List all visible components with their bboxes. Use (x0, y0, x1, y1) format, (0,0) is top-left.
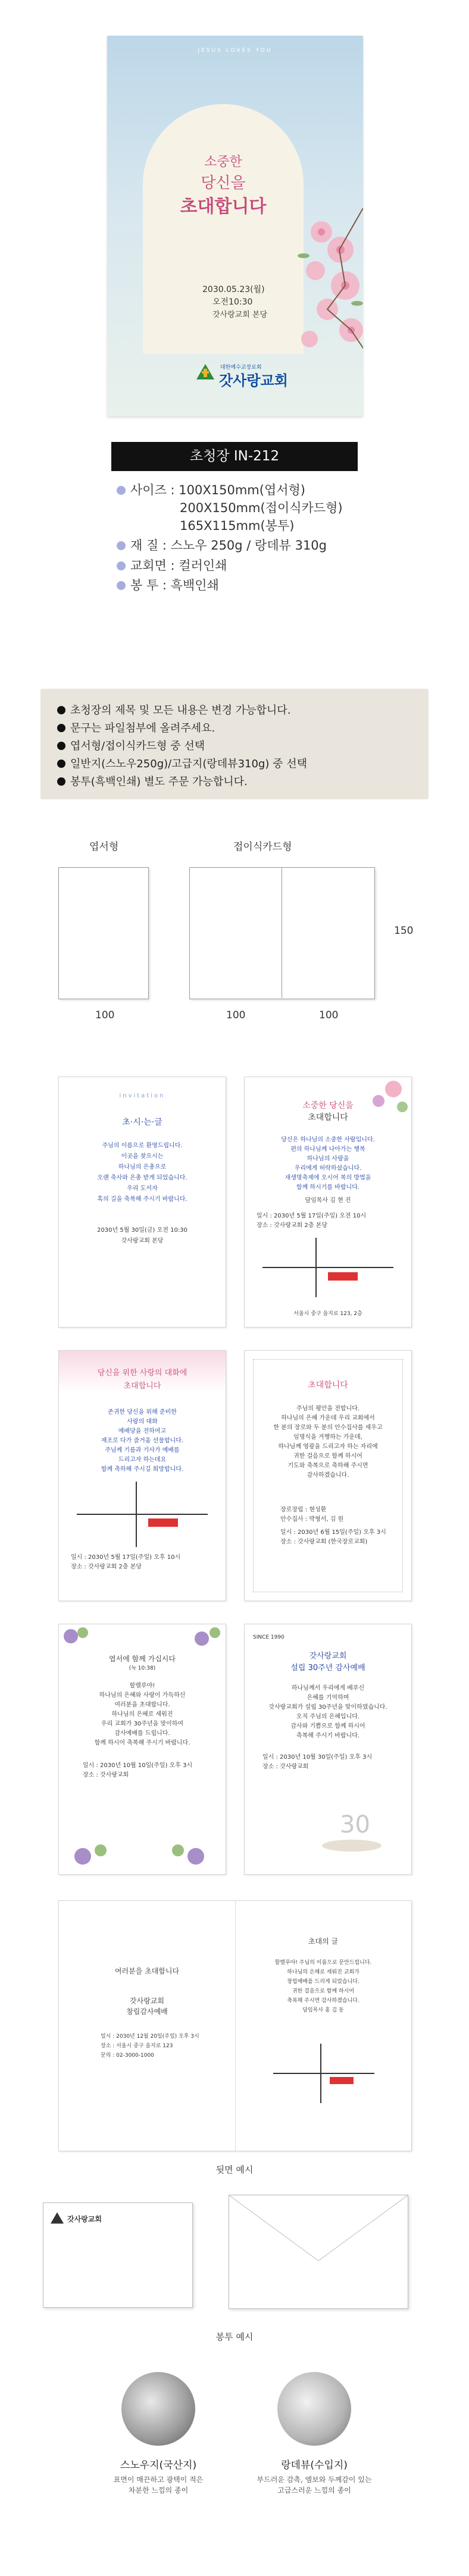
card5-date: 일시 : 2030년 10월 10일(주일) 오후 3시 (83, 1762, 193, 1769)
map-icon (262, 1238, 393, 1297)
hero-invitation-card (107, 36, 363, 416)
card1-line: 혹의 길을 축복해 주시기 바랍니다. (97, 1196, 187, 1203)
card4-line: 주님의 평안을 전합니다. (296, 1405, 360, 1412)
card3-line: 재조로 다가 즐거움 선물합니다. (101, 1438, 184, 1444)
hero-logo-sub: 대한예수교장로회 (220, 365, 262, 371)
card7-right-line: 창립예배를 드리게 되었습니다. (287, 1979, 359, 1985)
spec-size-line3: 165X115mm(봉투) (180, 519, 295, 533)
envelope-caption: 봉투 예시 (215, 2332, 254, 2342)
card7-left-sub2: 창립감사예배 (126, 2007, 168, 2016)
card3-line: 사랑의 대화 (127, 1419, 158, 1425)
card4-footer3: 일시 : 2030년 6월 15일(주일) 오후 3시 (280, 1529, 386, 1536)
sample-card-6 (244, 1624, 412, 1875)
bullet-icon (117, 541, 126, 550)
card7-right-title: 초대의 글 (308, 1937, 339, 1946)
card2-line: 새생명축제에 오시어 복의 방법을 (284, 1175, 371, 1181)
sample-card-1 (58, 1077, 226, 1328)
back-side-caption: 뒷면 예시 (215, 2164, 254, 2175)
card6-title2: 설립 30주년 감사예배 (290, 1664, 365, 1673)
postcard-size-diagram (58, 867, 149, 999)
card6-line: 은혜를 기억하며 (307, 1695, 349, 1701)
note-item: 봉투(흑백인쇄) 별도 주문 가능합니다. (57, 773, 248, 789)
card6-place: 장소 : 갓사랑교회 (262, 1764, 309, 1770)
hero-place: 갓사랑교회 본당 (212, 310, 268, 319)
card7-left-sub: 갓사랑교회 (130, 1997, 164, 2005)
card5-line: 함께 하시어 축복해 주시기 바랍니다. (94, 1740, 190, 1746)
card2-line: 함께 하시기를 바랍니다. (296, 1184, 360, 1191)
card5-line: 하나님의 은혜로 세워진 (111, 1711, 173, 1718)
envelope-flap-icon (229, 2195, 408, 2308)
sample-card-7-spread (58, 1900, 412, 2151)
card6-date: 일시 : 2030년 10월 30일(주일) 오후 3시 (262, 1754, 373, 1761)
card4-line: 임명식을 거행하는 가운데, (293, 1434, 362, 1441)
map-icon (273, 2044, 374, 2103)
card2-title: 초대합니다 (308, 1113, 348, 1122)
spec-size: 사이즈 : 100X150mm(엽서형) (117, 481, 305, 498)
card4-footer4: 장소 : 갓사랑교회 (한국장로교회) (280, 1539, 368, 1545)
card2-title-pink: 소중한 당신을 (302, 1101, 354, 1110)
hero-logo-main: 갓사랑교회 (219, 372, 288, 389)
card3-line: 함께 축하해 주시길 희망합니다. (101, 1466, 184, 1473)
sample-card-4 (244, 1350, 412, 1601)
card2-line: 편의 하나님께 나아가는 행복 (290, 1146, 365, 1153)
card3-line: 주님께 기름과 기사가 예배를 (105, 1447, 180, 1454)
bullet-icon (57, 724, 65, 732)
sample-card-2 (244, 1077, 412, 1328)
church-logo-icon (49, 2211, 65, 2224)
hero-top-text: JESUS LOVES YOU (198, 48, 273, 54)
spec-paper: 재 질 : 스노우 250g / 랑데뷰 310g (117, 536, 327, 554)
card5-line: 할렐루야! (129, 1683, 155, 1689)
height-dimension: 150 (394, 925, 414, 937)
card2-line: 담임목사 김 현 진 (305, 1197, 351, 1204)
card4-footer2: 안수집사 : 박형서, 김 원 (280, 1516, 344, 1523)
anniversary-30-decoration-icon (316, 1803, 387, 1856)
card1-heading: invitation (119, 1093, 165, 1099)
postcard-size-label: 엽서형 (89, 841, 119, 853)
sample-card-5 (58, 1624, 226, 1875)
card5-line: 하나님의 은혜와 사랑이 가득하신 (99, 1692, 186, 1699)
hero-date: 2030.05.23(월) (202, 285, 265, 294)
hero-title-line1: 소중한 (204, 155, 242, 170)
snow-paper-desc: 표면이 매끈하고 광택이 적은 (113, 2475, 204, 2484)
card2-date: 일시 : 2030년 5월 17일(주일) 오전 10시 (257, 1213, 367, 1219)
card7-right-line: 담임목사 홍 길 동 (302, 2007, 344, 2013)
card4-line: 하나님께 영광을 드리고자 하는 자리에 (278, 1444, 378, 1450)
card5-title: 엽서에 함께 가십시다 (109, 1655, 176, 1663)
grape-vine-decoration-icon (59, 1827, 226, 1874)
card5-line: 여러분을 초대합니다. (114, 1702, 170, 1708)
map-icon (77, 1482, 208, 1547)
card4-line: 하나님의 은혜 가운데 우리 교회에서 (281, 1415, 375, 1422)
card3-date: 일시 : 2030년 5월 17일(주일) 오후 10시 (71, 1554, 181, 1561)
rendezvous-paper-desc: 부드러운 감촉, 엠보와 두께감이 있는 (257, 2475, 372, 2484)
bullet-icon (57, 742, 65, 750)
folding-size-label: 접이식카드형 (233, 841, 292, 853)
card1-title: 초·시·는·글 (122, 1118, 162, 1127)
card1-line: 오랜 축사와 은총 받게 되었습니다. (97, 1175, 187, 1181)
card1-line: 우리 도서자 (127, 1185, 158, 1192)
card6-title: 갓사랑교회 (309, 1652, 347, 1661)
envelope-front (43, 2202, 193, 2308)
card2-place: 장소 : 갓사랑교회 2층 본당 (257, 1222, 328, 1229)
spec-church-side: 교회면 : 컬러인쇄 (117, 556, 227, 574)
card6-line: 하나님께서 우리에게 베푸신 (291, 1685, 365, 1692)
svg-text:30: 30 (340, 1811, 370, 1838)
card6-line: 오직 주님의 은혜입니다. (296, 1714, 360, 1720)
card1-date: 2030년 5월 30일(금) 오전 10:30 (97, 1227, 187, 1234)
card3-script: 당신을 위한 사랑의 대화에 (97, 1369, 187, 1378)
card4-line: 감사하겠습니다. (307, 1472, 349, 1479)
sample-card-3 (58, 1350, 226, 1601)
hero-title-line2: 당신을 (201, 174, 246, 192)
card4-footer1: 장로장립 : 현성환 (280, 1507, 327, 1513)
card2-line: 당신은 하나님의 소중한 사람입니다. (281, 1137, 375, 1143)
card6-line: 감사와 기쁨으로 함께 하시어 (290, 1723, 365, 1730)
card7-right-line: 축복해 주시면 감사하겠습니다. (287, 1998, 359, 2004)
hero-time: 오전10:30 (212, 297, 253, 307)
folding-right-width-dimension: 100 (319, 1009, 339, 1021)
card1-line: 하나님의 은총으로 (118, 1164, 167, 1171)
note-item: 문구는 파일첨부에 올려주세요. (57, 720, 215, 735)
card7-right-line: 할렐루야! 주님의 이름으로 문안드립니다. (274, 1960, 372, 1966)
spec-size-line2: 200X150mm(접이식카드형) (180, 501, 343, 515)
card3-line: 존귀한 당신을 위해 준비한 (108, 1409, 177, 1416)
rendezvous-paper-desc2: 고급스러운 느낌의 종이 (277, 2486, 351, 2495)
card5-line: 우리 교회가 30주년을 맞이하여 (101, 1721, 184, 1727)
bullet-icon (57, 760, 65, 768)
product-title-bar: 초청장 IN-212 (111, 442, 358, 471)
envelope-back (229, 2195, 408, 2309)
rendezvous-paper-title: 랑데뷰(수입지) (281, 2459, 348, 2471)
bullet-icon (117, 486, 126, 495)
bullet-icon (57, 777, 65, 786)
note-item: 일반지(스노우250g)/고급지(랑데뷰310g) 중 선택 (57, 755, 307, 771)
card4-line: 귀한 걸음으로 함께 하시어 (293, 1453, 362, 1460)
card7-right-line: 귀한 걸음으로 함께 하시어 (292, 1988, 355, 1994)
card4-line: 기도와 축복으로 축하해 주시면 (287, 1463, 368, 1469)
folding-size-diagram (189, 867, 375, 999)
card5-line: 감사예배를 드립니다. (114, 1730, 170, 1737)
card1-place: 갓사랑교회 본당 (121, 1238, 164, 1244)
postcard-width-dimension: 100 (95, 1009, 115, 1021)
snow-paper-title: 스노우지(국산지) (120, 2459, 197, 2471)
card3-place: 장소 : 갓사랑교회 2층 본당 (71, 1564, 142, 1570)
note-item: 초청장의 제목 및 모든 내용은 변경 가능합니다. (57, 702, 290, 717)
card4-line: 한 분의 장로와 두 분의 안수집사를 세우고 (273, 1425, 383, 1431)
snow-paper-desc2: 차분한 느낌의 종이 (128, 2486, 189, 2495)
card6-since: SINCE 1990 (253, 1634, 284, 1640)
card3-line: 드리고자 하는데요 (118, 1457, 167, 1463)
note-item: 엽서형/접이식카드형 중 선택 (57, 738, 205, 753)
bullet-icon (117, 581, 126, 590)
card2-line: 하나님의 사랑을 (307, 1156, 349, 1162)
card7-left-line: 장소 : 서울시 중구 을지로 123 (101, 2043, 173, 2049)
snow-paper-swatch (121, 2372, 195, 2446)
card7-left-line: 문의 : 02-3000-1000 (101, 2053, 154, 2059)
rendezvous-paper-swatch (277, 2372, 351, 2446)
card7-left-line: 일시 : 2030년 12월 20일(주일) 오후 3시 (101, 2034, 199, 2040)
cherry-blossom-illustration (286, 208, 363, 363)
spec-envelope: 봉 투 : 흑백인쇄 (117, 576, 219, 594)
card1-line: 주님의 이름으로 환영드립니다. (102, 1143, 183, 1149)
bullet-icon (57, 706, 65, 714)
card2-line: 우리에게 허락하셨습니다. (294, 1165, 362, 1172)
card6-line: 축복해 주시기 바랍니다. (296, 1733, 360, 1739)
card3-line: 예배당을 전하여고 (118, 1428, 167, 1435)
card6-line: 갓사랑교회가 설립 30주년을 맞이하였습니다. (268, 1704, 387, 1711)
card5-sub: (눅 10:38) (129, 1665, 156, 1671)
card7-right-line: 하나님의 은혜로 세워진 교회가 (287, 1969, 359, 1975)
card5-place: 장소 : 갓사랑교회 (83, 1772, 129, 1778)
church-logo-icon (195, 363, 215, 381)
folding-left-width-dimension: 100 (226, 1009, 246, 1021)
card7-left-title: 여러분을 초대합니다 (114, 1967, 180, 1975)
hero-title-line3: 초대합니다 (180, 196, 267, 217)
card4-title: 초대합니다 (308, 1380, 348, 1390)
envelope-logo-text: 갓사랑교회 (67, 2215, 102, 2223)
bullet-icon (117, 561, 126, 570)
card3-script2: 초대합니다 (123, 1382, 161, 1391)
card1-line: 이곳을 찾으시는 (121, 1153, 164, 1160)
card2-address: 서울시 중구 을지로 123, 2층 (293, 1311, 362, 1317)
